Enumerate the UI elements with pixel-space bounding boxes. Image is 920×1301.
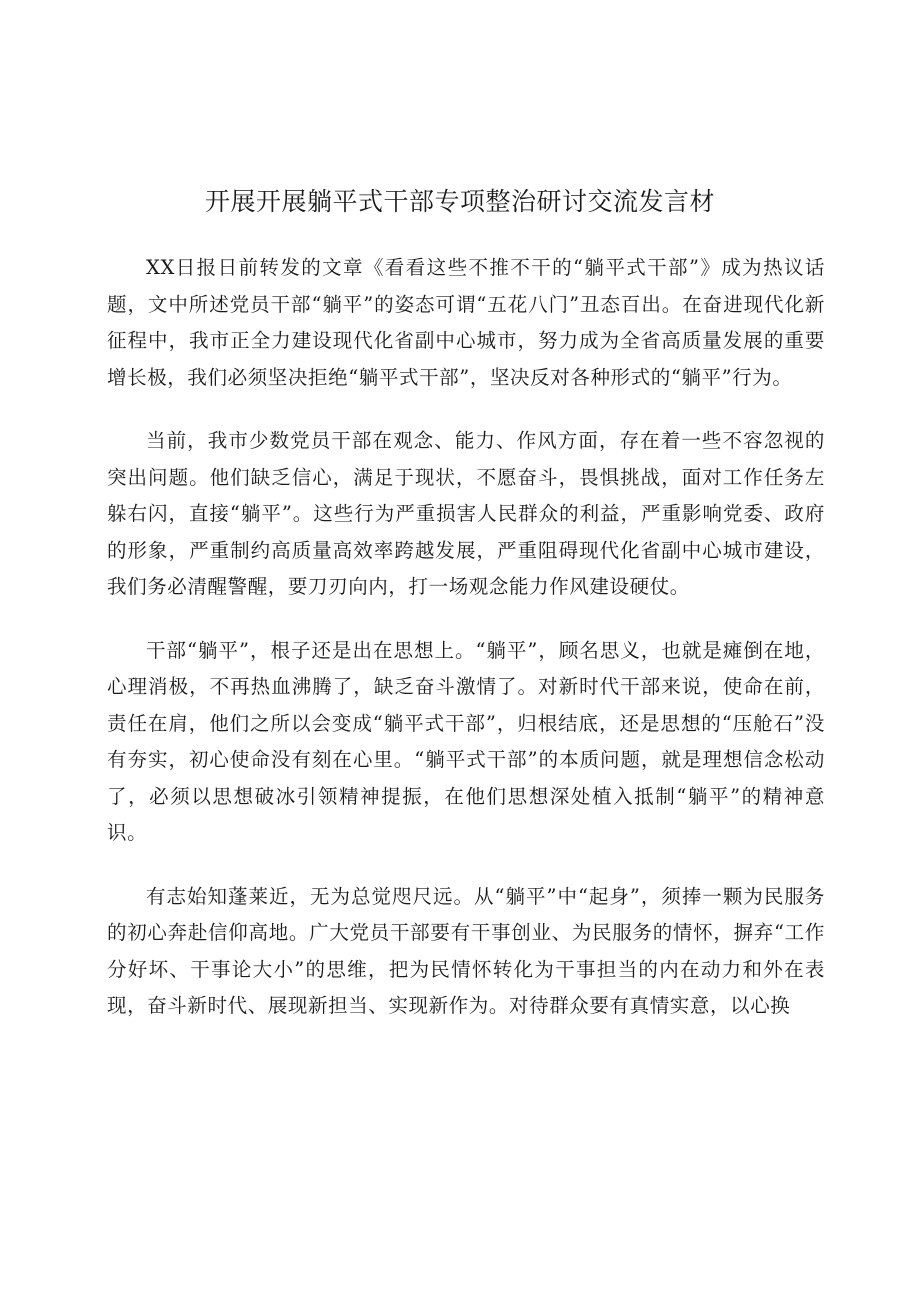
paragraph-3: 干部“躺平”，根子还是出在思想上。“躺平”，顾名思义，也就是瘫倒在地，心理消极，不再热血沸腾了，缺乏奋斗激情了。对新时代干部来说，使命在前，责任在肩，他们之所以会变成“躺平式干部”，归根结底，还是思想的“压舱石”没有夯实，初心使命没有刻在心里。“躺平式干部”的本质问题，就是理想信念松动了，必须以思想破冰引领精神提振，在他们思想深处植入抵制“躺平”的精神意识。 (107, 638, 825, 844)
document-body (107, 250, 825, 1052)
paragraph-2: 当前，我市少数党员干部在观念、能力、作风方面，存在着一些不容忽视的突出问题。他们缺乏信心，满足于现状，不愿奋斗，畏惧挑战，面对工作任务左躲右闪，直接“躺平”。这些行为严重损害人民群众的利益，严重影响党委、政府的形象，严重制约高质量高效率跨越发展，严重阻碍现代化省副中心城市建设，我们务必清醒警醒，要刀刃向内，打一场观念能力作风建设硬仗。 (107, 429, 825, 598)
paragraph-4: 有志始知蓬莱近，无为总觉咫尺远。从“躺平”中“起身”，须捧一颗为民服务的初心奔赴信仰高地。广大党员干部要有干事创业、为民服务的情怀，摒弃“工作分好坏、干事论大小”的思维，把为民情怀转化为干事担当的内在动力和外在表现，奋斗新时代、展现新担当、实现新作为。对待群众要有真情实意，以心换 (107, 884, 825, 1017)
paragraph-1: XX日报日前转发的文章《看看这些不推不干的“躺平式干部”》成为热议话题，文中所述党员干部“躺平”的姿态可谓“五花八门”丑态百出。在奋进现代化新征程中，我市正全力建设现代化省副中心城市，努力成为全省高质量发展的重要增长极，我们必须坚决拒绝“躺平式干部”，坚决反对各种形式的“躺平”行为。 (107, 256, 825, 389)
document-title: 开展开展躺平式干部专项整治研讨交流发言材 (204, 187, 715, 216)
